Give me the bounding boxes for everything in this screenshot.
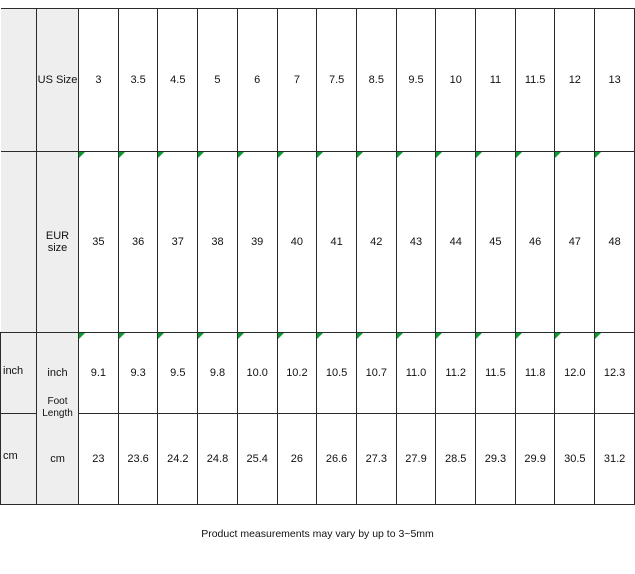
cell-cm-5: 26	[277, 414, 317, 505]
cell-us-7: 8.5	[356, 9, 396, 152]
cell-cm-10: 29.3	[476, 414, 516, 505]
cell-eur-6: 41	[317, 152, 357, 333]
cell-us-6: 7.5	[317, 9, 357, 152]
cell-us-11: 11.5	[515, 9, 555, 152]
cell-us-13: 13	[595, 9, 635, 152]
size-chart-table	[0, 8, 635, 505]
cell-cm-7: 27.3	[356, 414, 396, 505]
cell-cm-3: 24.8	[198, 414, 238, 505]
cell-cm-13: 31.2	[595, 414, 635, 505]
cell-eur-0: 35	[79, 152, 119, 333]
cell-us-4: 6	[237, 9, 277, 152]
cell-eur-12: 47	[555, 152, 595, 333]
cell-inch-7: 10.7	[356, 333, 396, 414]
cell-eur-8: 43	[396, 152, 436, 333]
row-label-inch: inch	[37, 333, 79, 414]
cell-inch-13: 12.3	[595, 333, 635, 414]
cell-inch-2: 9.5	[158, 333, 198, 414]
cell-cm-2: 24.2	[158, 414, 198, 505]
cell-cm-11: 29.9	[515, 414, 555, 505]
table-row-us-size	[1, 9, 635, 152]
cell-inch-5: 10.2	[277, 333, 317, 414]
cell-eur-13: 48	[595, 152, 635, 333]
cell-us-2: 4.5	[158, 9, 198, 152]
row-label-eur-size: EUR size	[37, 152, 79, 333]
cell-inch-8: 11.0	[396, 333, 436, 414]
cell-eur-4: 39	[237, 152, 277, 333]
footnote-text: Product measurements may vary by up to 3~5mm	[201, 528, 434, 540]
table-row-cm	[1, 414, 635, 505]
table-row-eur-size	[1, 152, 635, 333]
cell-us-12: 12	[555, 9, 595, 152]
cell-cm-4: 25.4	[237, 414, 277, 505]
cell-inch-12: 12.0	[555, 333, 595, 414]
cell-eur-10: 45	[476, 152, 516, 333]
row-label-cm: cm	[37, 414, 79, 505]
group-label-line1: Foot	[47, 396, 68, 407]
cell-eur-11: 46	[515, 152, 555, 333]
cell-inch-3: 9.8	[198, 333, 238, 414]
cell-cm-1: 23.6	[118, 414, 158, 505]
group-label-line2: Length	[42, 408, 73, 419]
cell-eur-2: 37	[158, 152, 198, 333]
cell-cm-9: 28.5	[436, 414, 476, 505]
cell-inch-4: 10.0	[237, 333, 277, 414]
cell-eur-7: 42	[356, 152, 396, 333]
row-spacer-us	[1, 9, 37, 152]
cell-cm-6: 26.6	[317, 414, 357, 505]
cell-us-9: 10	[436, 9, 476, 152]
cell-inch-9: 11.2	[436, 333, 476, 414]
group-label-foot-length	[37, 396, 78, 420]
cell-eur-3: 38	[198, 152, 238, 333]
cell-cm-12: 30.5	[555, 414, 595, 505]
cell-cm-8: 27.9	[396, 414, 436, 505]
row-spacer-eur	[1, 152, 37, 333]
cell-inch-1: 9.3	[118, 333, 158, 414]
cell-us-8: 9.5	[396, 9, 436, 152]
table-row-inch	[1, 333, 635, 414]
cell-us-0: 3	[79, 9, 119, 152]
cell-cm-0: 23	[79, 414, 119, 505]
cell-inch-0: 9.1	[79, 333, 119, 414]
cell-inch-6: 10.5	[317, 333, 357, 414]
row-label-us-size: US Size	[37, 9, 79, 152]
side-label-inch: inch	[3, 365, 24, 377]
cell-us-5: 7	[277, 9, 317, 152]
cell-us-10: 11	[476, 9, 516, 152]
cell-us-1: 3.5	[118, 9, 158, 152]
cell-us-3: 5	[198, 9, 238, 152]
cell-eur-1: 36	[118, 152, 158, 333]
cell-eur-9: 44	[436, 152, 476, 333]
cell-inch-10: 11.5	[476, 333, 516, 414]
cell-eur-5: 40	[277, 152, 317, 333]
side-label-cm: cm	[3, 450, 18, 462]
cell-inch-11: 11.8	[515, 333, 555, 414]
